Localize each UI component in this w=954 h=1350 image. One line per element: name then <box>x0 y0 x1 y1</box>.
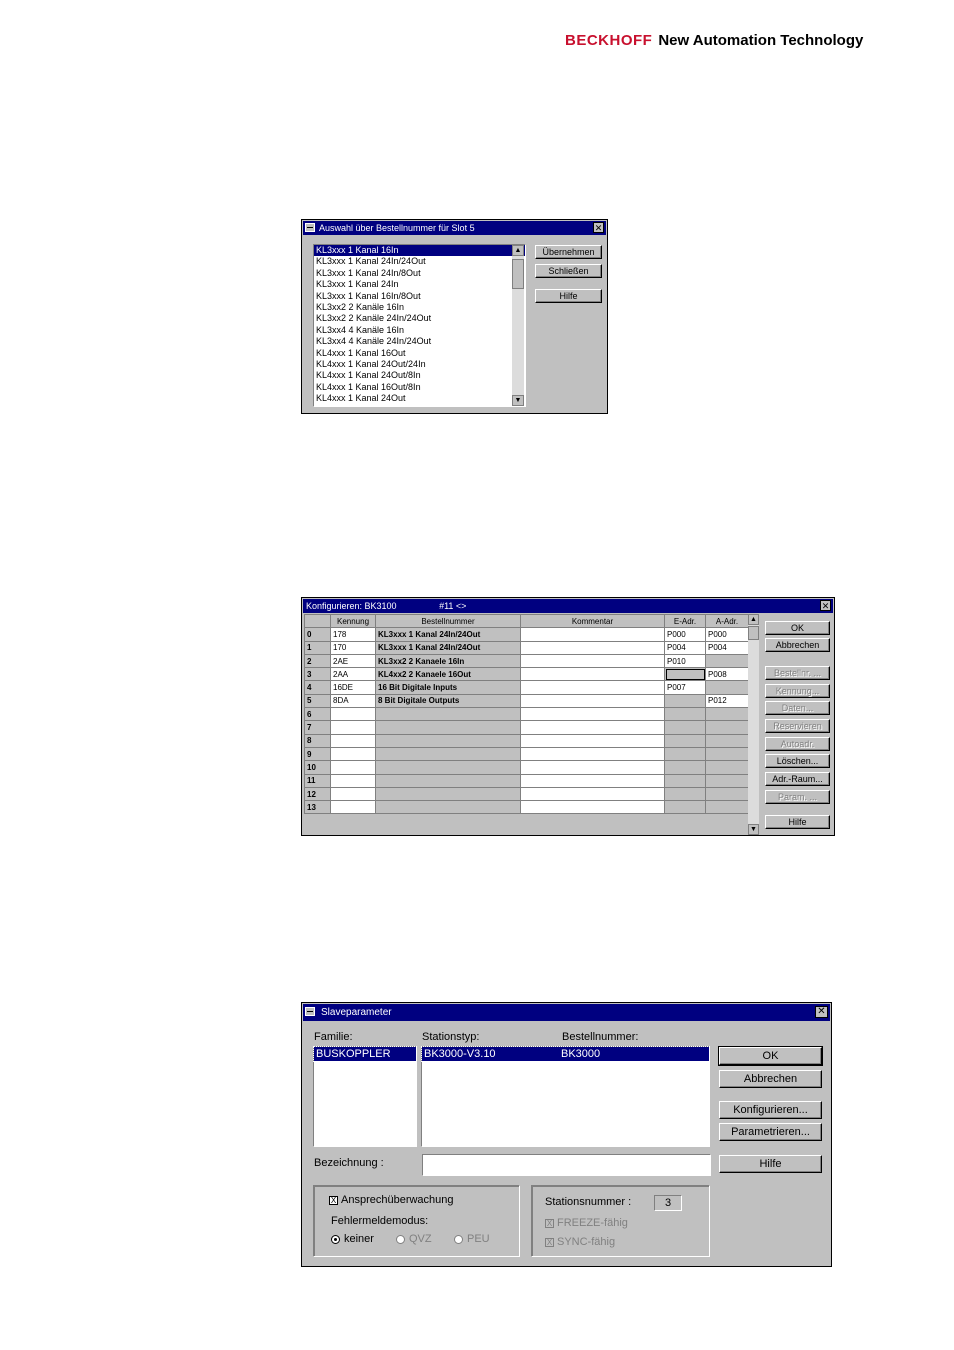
help-button[interactable]: Hilfe <box>719 1155 822 1173</box>
list-item[interactable]: KL3xxx 1 Kanal 16In <box>314 245 525 256</box>
bestellnummer-cell[interactable] <box>376 708 521 721</box>
kommentar-cell[interactable] <box>521 668 665 681</box>
freeze-label: FREEZE-fähig <box>557 1217 628 1229</box>
row-number-cell[interactable]: 0 <box>305 628 331 641</box>
familie-label: Familie: <box>314 1031 353 1043</box>
kennung-cell[interactable] <box>331 774 376 787</box>
radio-icon[interactable] <box>396 1235 405 1244</box>
freeze-check-icon[interactable]: X <box>546 1218 553 1228</box>
side-button-1[interactable]: Abbrechen <box>765 638 830 652</box>
a-adr-cell[interactable]: P000 <box>706 628 749 641</box>
brand-logo: BECKHOFF <box>565 32 653 49</box>
list-item[interactable]: KL4xxx 1 Kanal 16Out/8In <box>316 381 421 392</box>
table-row[interactable] <box>305 708 749 721</box>
kommentar-cell[interactable] <box>521 681 665 694</box>
e-adr-cell[interactable] <box>665 747 706 760</box>
title-bar <box>303 1004 830 1021</box>
list-item[interactable]: KL3xxx 1 Kanal 24In/8Out <box>316 267 421 278</box>
scroll-thumb[interactable] <box>748 626 759 640</box>
parametrize-button[interactable]: Parametrieren... <box>719 1123 822 1141</box>
kennung-cell[interactable] <box>331 708 376 721</box>
accept-button[interactable]: Übernehmen <box>535 245 602 259</box>
radio-selected-icon[interactable] <box>331 1235 340 1244</box>
table-row[interactable] <box>305 668 749 681</box>
system-menu-icon[interactable] <box>305 1007 315 1016</box>
ok-button[interactable]: OK <box>719 1047 822 1065</box>
kommentar-cell[interactable] <box>521 761 665 774</box>
ansprech-label: Ansprechüberwachung <box>341 1194 454 1206</box>
station-typ: BK3000-V3.10 <box>424 1048 496 1060</box>
station-bestellnummer: BK3000 <box>561 1048 601 1060</box>
list-item[interactable]: KL4xxx 1 Kanal 24Out/24In <box>316 359 426 370</box>
side-button-5[interactable]: Reservieren <box>765 719 830 733</box>
kommentar-cell[interactable] <box>521 694 665 707</box>
close-icon[interactable]: ✕ <box>594 223 603 233</box>
radio-peu-label: PEU <box>467 1233 490 1245</box>
row-number-cell[interactable]: 10 <box>305 761 331 774</box>
corner-header <box>305 615 331 628</box>
e-adr-cell[interactable] <box>665 708 706 721</box>
dialog-title: Konfigurieren: BK3100 <box>306 601 397 611</box>
radio-keiner-label: keiner <box>344 1233 374 1245</box>
radio-peu[interactable] <box>454 1233 490 1245</box>
kennung-cell[interactable]: 170 <box>331 641 376 654</box>
e-adr-cell[interactable]: P007 <box>665 681 706 694</box>
ansprech-checkbox[interactable] <box>329 1194 454 1206</box>
scroll-down-icon[interactable]: ▼ <box>512 395 524 406</box>
e-adr-cell[interactable] <box>665 774 706 787</box>
kennung-cell[interactable]: 16DE <box>331 681 376 694</box>
close-icon[interactable]: ✕ <box>815 1006 828 1018</box>
list-item[interactable]: KL3xx4 4 Kanäle 24In/24Out <box>316 336 432 347</box>
sync-check-icon[interactable]: X <box>546 1237 553 1247</box>
kommentar-cell[interactable] <box>521 641 665 654</box>
kennung-cell[interactable]: 178 <box>331 628 376 641</box>
table-row[interactable] <box>305 747 749 760</box>
familie-list[interactable] <box>313 1046 417 1147</box>
radio-icon[interactable] <box>454 1235 463 1244</box>
row-number-cell[interactable]: 7 <box>305 721 331 734</box>
scroll-down-icon[interactable]: ▼ <box>748 824 759 835</box>
kommentar-cell[interactable] <box>521 787 665 800</box>
kennung-cell[interactable] <box>331 801 376 814</box>
side-button-0[interactable]: OK <box>765 621 830 635</box>
kommentar-cell[interactable] <box>521 747 665 760</box>
vertical-scrollbar[interactable] <box>512 245 524 406</box>
kennung-cell[interactable] <box>331 721 376 734</box>
configuration-table <box>304 614 749 814</box>
bestellnummer-cell[interactable]: KL3xxx 1 Kanal 24In/24Out <box>376 641 521 654</box>
row-number-cell[interactable]: 13 <box>305 801 331 814</box>
cancel-button[interactable]: Abbrechen <box>719 1070 822 1088</box>
side-button-6[interactable]: Autoadr. <box>765 737 830 751</box>
side-button-4[interactable]: Daten... <box>765 701 830 715</box>
a-adr-cell[interactable] <box>706 774 749 787</box>
list-item[interactable]: KL4xxx 1 Kanal 24Out <box>316 393 406 404</box>
dialog-title: Slaveparameter <box>321 1007 392 1018</box>
e-adr-cell[interactable] <box>665 787 706 800</box>
bestellnummer-cell[interactable]: KL3xxx 1 Kanal 24In/24Out <box>376 628 521 641</box>
e-adr-cell[interactable] <box>665 761 706 774</box>
e-adr-cell[interactable]: P000 <box>665 628 706 641</box>
list-item[interactable]: KL3xx2 2 Kanäle 16In <box>316 302 405 313</box>
kommentar-cell[interactable] <box>521 628 665 641</box>
close-button[interactable]: Schließen <box>535 264 602 278</box>
kommentar-cell[interactable] <box>521 734 665 747</box>
row-number-cell[interactable]: 9 <box>305 747 331 760</box>
row-number-cell[interactable]: 2 <box>305 654 331 667</box>
dialog-slaveparameter <box>301 1002 832 1267</box>
table-row[interactable] <box>305 694 749 707</box>
row-number-cell[interactable]: 8 <box>305 734 331 747</box>
table-row[interactable] <box>305 774 749 787</box>
bestellnummer-cell[interactable] <box>376 747 521 760</box>
a-adr-cell[interactable] <box>706 654 749 667</box>
slot-item-list[interactable] <box>313 244 526 407</box>
freeze-checkbox[interactable] <box>545 1217 628 1229</box>
dialog-title: Auswahl über Bestellnummer für Slot 5 <box>319 223 475 233</box>
title-bar <box>303 221 606 235</box>
bestellnummer-cell[interactable] <box>376 761 521 774</box>
a-adr-cell[interactable] <box>706 761 749 774</box>
kennung-cell[interactable] <box>331 734 376 747</box>
stationsnummer-label: Stationsnummer : <box>545 1196 632 1208</box>
scroll-thumb[interactable] <box>512 259 524 289</box>
bestellnummer-cell[interactable] <box>376 721 521 734</box>
e-adr-cell[interactable] <box>665 721 706 734</box>
kennung-cell[interactable] <box>331 787 376 800</box>
kommentar-cell[interactable] <box>521 708 665 721</box>
brand-tagline: New Automation Technology <box>658 32 864 49</box>
kommentar-cell[interactable] <box>521 721 665 734</box>
table-row[interactable] <box>305 787 749 800</box>
kennung-cell[interactable] <box>331 761 376 774</box>
bestellnummer-cell[interactable] <box>376 801 521 814</box>
close-icon[interactable]: ✕ <box>821 601 830 611</box>
column-header-a-adr[interactable]: A-Adr. <box>706 615 749 628</box>
bestellnummer-cell[interactable] <box>376 787 521 800</box>
radio-keiner[interactable] <box>331 1233 374 1245</box>
stationsnummer-field[interactable]: 3 <box>654 1195 682 1211</box>
radio-qvz-label: QVZ <box>409 1233 432 1245</box>
list-item[interactable]: KL3xx2 2 Kanäle 24In/24Out <box>316 313 432 324</box>
row-number-cell[interactable]: 1 <box>305 641 331 654</box>
a-adr-cell[interactable] <box>706 681 749 694</box>
bestellnummer-cell[interactable]: 16 Bit Digitale Inputs <box>376 681 521 694</box>
column-header-e-adr[interactable]: E-Adr. <box>665 615 706 628</box>
a-adr-cell[interactable] <box>706 734 749 747</box>
table-scrollbar[interactable] <box>748 614 759 835</box>
list-item[interactable]: KL4xxx 1 Kanal 16Out <box>316 347 406 358</box>
e-adr-cell[interactable]: P004 <box>665 641 706 654</box>
configure-button[interactable]: Konfigurieren... <box>719 1101 822 1119</box>
e-adr-cell[interactable] <box>665 694 706 707</box>
table-row[interactable] <box>305 721 749 734</box>
bezeichnung-label: Bezeichnung : <box>314 1157 384 1169</box>
a-adr-cell[interactable] <box>706 801 749 814</box>
side-button-9[interactable]: Param. ... <box>765 790 830 804</box>
a-adr-cell[interactable] <box>706 747 749 760</box>
e-adr-cell[interactable] <box>665 668 706 681</box>
table-row[interactable] <box>305 801 749 814</box>
familie-item[interactable]: BUSKOPPLER <box>314 1047 416 1061</box>
a-adr-cell[interactable] <box>706 787 749 800</box>
kennung-cell[interactable] <box>331 747 376 760</box>
a-adr-cell[interactable]: P008 <box>706 668 749 681</box>
fehler-label: Fehlermeldemodus: <box>331 1215 429 1227</box>
kennung-cell[interactable]: 2AA <box>331 668 376 681</box>
stationstyp-list[interactable] <box>421 1046 710 1147</box>
column-header-kennung[interactable]: Kennung <box>331 615 376 628</box>
dialog-title-extra: #11 <> <box>439 601 467 611</box>
title-bar <box>303 599 833 613</box>
row-number-cell[interactable]: 11 <box>305 774 331 787</box>
row-number-cell[interactable]: 6 <box>305 708 331 721</box>
table-row[interactable] <box>305 641 749 654</box>
row-number-cell[interactable]: 5 <box>305 694 331 707</box>
side-button-8[interactable]: Adr.-Raum... <box>765 772 830 786</box>
bestellnummer-label: Bestellnummer: <box>562 1031 639 1043</box>
bestellnummer-cell[interactable]: KL4xx2 2 Kanaele 16Out <box>376 668 521 681</box>
row-number-cell[interactable]: 4 <box>305 681 331 694</box>
side-button-2[interactable]: Bestellnr. ... <box>765 666 830 680</box>
column-header-bestellnummer[interactable]: Bestellnummer <box>376 615 521 628</box>
list-item[interactable]: KL3xxx 1 Kanal 16In/8Out <box>316 290 421 301</box>
dialog-bestellnummer-auswahl <box>301 219 608 414</box>
bestellnummer-cell[interactable]: 8 Bit Digitale Outputs <box>376 694 521 707</box>
list-item[interactable]: KL3xx4 4 Kanäle 16In <box>316 324 405 335</box>
radio-qvz[interactable] <box>396 1233 432 1245</box>
side-button-10[interactable]: Hilfe <box>765 815 830 829</box>
e-adr-cell[interactable] <box>665 801 706 814</box>
table-row[interactable] <box>305 654 749 667</box>
kennung-cell[interactable]: 2AE <box>331 654 376 667</box>
table-row[interactable] <box>305 761 749 774</box>
bezeichnung-input[interactable] <box>422 1154 711 1176</box>
table-header-row <box>305 615 749 628</box>
list-item[interactable]: KL3xxx 1 Kanal 24In <box>316 279 399 290</box>
page-header <box>565 32 863 49</box>
dialog-konfigurieren <box>301 597 835 836</box>
table-row[interactable] <box>305 681 749 694</box>
a-adr-cell[interactable] <box>706 721 749 734</box>
ansprech-check-icon[interactable]: X <box>330 1195 337 1205</box>
kommentar-cell[interactable] <box>521 774 665 787</box>
side-button-3[interactable]: Kennung... <box>765 684 830 698</box>
kommentar-cell[interactable] <box>521 654 665 667</box>
help-button[interactable]: Hilfe <box>535 289 602 303</box>
a-adr-cell[interactable] <box>706 708 749 721</box>
system-menu-icon[interactable] <box>305 223 315 232</box>
list-item[interactable]: KL4xxx 1 Kanal 24Out/8In <box>316 370 421 381</box>
table-row[interactable] <box>305 734 749 747</box>
bestellnummer-cell[interactable] <box>376 774 521 787</box>
table-row[interactable] <box>305 628 749 641</box>
stationstyp-label: Stationstyp: <box>422 1031 480 1043</box>
scroll-up-icon[interactable]: ▲ <box>748 614 759 625</box>
column-header-kommentar[interactable]: Kommentar <box>521 615 665 628</box>
bestellnummer-cell[interactable]: KL3xx2 2 Kanaele 16In <box>376 654 521 667</box>
row-number-cell[interactable]: 12 <box>305 787 331 800</box>
a-adr-cell[interactable]: P004 <box>706 641 749 654</box>
e-adr-cell[interactable]: P010 <box>665 654 706 667</box>
bestellnummer-cell[interactable] <box>376 734 521 747</box>
row-number-cell[interactable]: 3 <box>305 668 331 681</box>
side-button-7[interactable]: Löschen... <box>765 754 830 768</box>
scroll-up-icon[interactable]: ▲ <box>512 245 524 256</box>
sync-label: SYNC-fähig <box>557 1236 616 1248</box>
sync-checkbox[interactable] <box>545 1236 615 1248</box>
e-adr-cell[interactable] <box>665 734 706 747</box>
a-adr-cell[interactable]: P012 <box>706 694 749 707</box>
station-row[interactable] <box>422 1047 709 1061</box>
kommentar-cell[interactable] <box>521 801 665 814</box>
list-item[interactable]: KL3xxx 1 Kanal 24In/24Out <box>316 256 426 267</box>
kennung-cell[interactable]: 8DA <box>331 694 376 707</box>
